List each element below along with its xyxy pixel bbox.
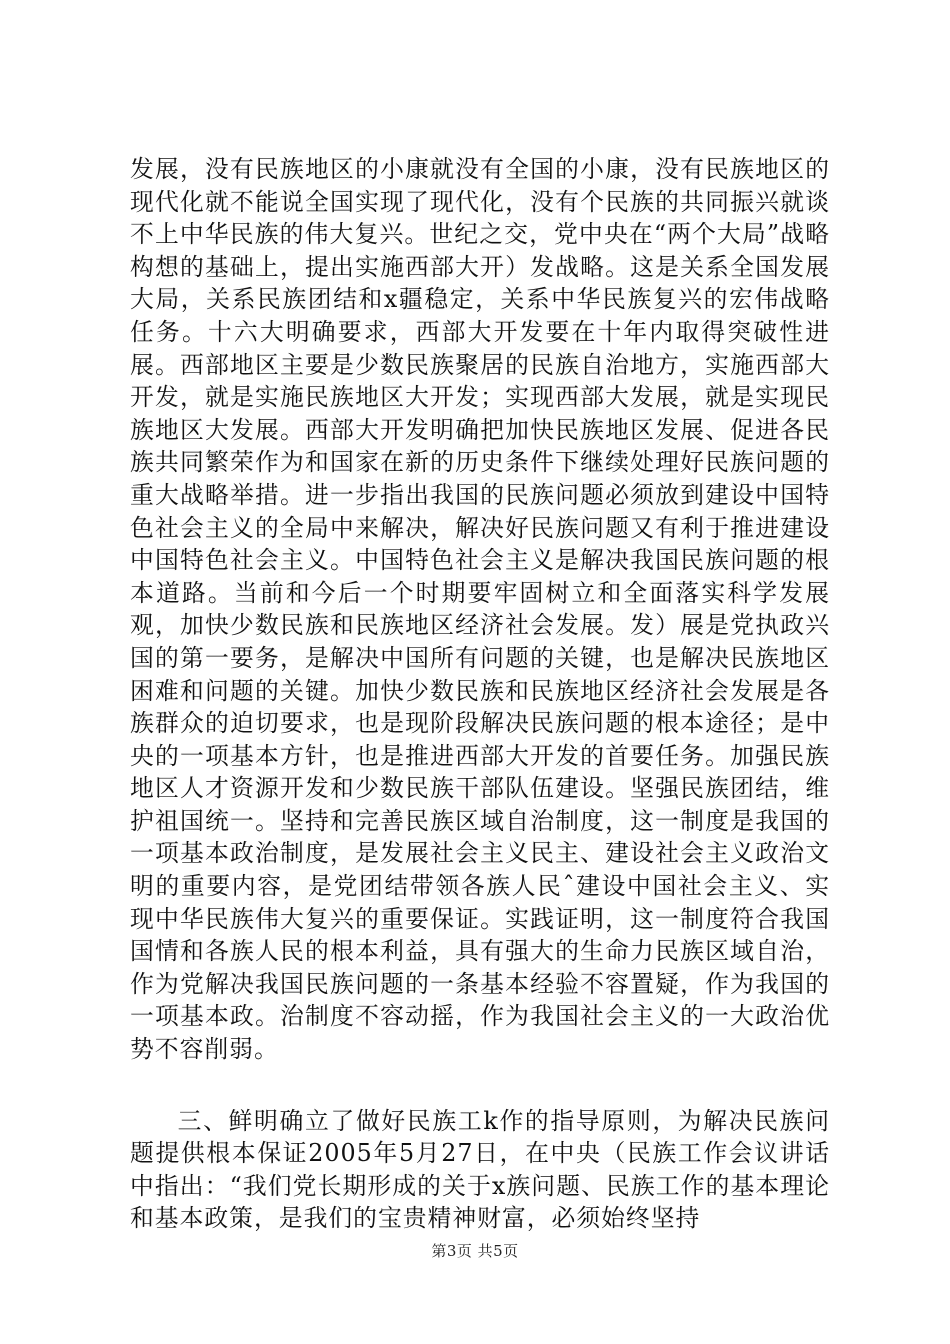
body-paragraph: 三、鲜明确立了做好民族工k作的指导原则，为解决民族问题提供根本保证2005年5月27日，在中央（民族工作会议讲话中指出：“我们党长期形成的关于x族问题、民族工作的基本理论和基本政策，是我们的宝贵精神财富，必须始终坚持 (130, 1106, 830, 1233)
page-number-footer: 第3页 共5页 (431, 1242, 519, 1260)
document-body (130, 153, 830, 1235)
body-paragraph: 发展，没有民族地区的小康就没有全国的小康，没有民族地区的现代化就不能说全国实现了现代化，没有个民族的共同振兴就谈不上中华民族的伟大复兴。世纪之交，党中央在“两个大局”战略构想的基础上，提出实施西部大开）发战略。这是关系全国发展大局，关系民族团结和x疆稳定，关系中华民族复兴的宏伟战略任务。十六大明确要求，西部大开发要在十年内取得突破性进展。西部地区主要是少数民族聚居的民族自治地方，实施西部大开发，就是实施民族地区大开发；实现西部大发展，就是实现民族地区大发展。西部大开发明确把加快民族地区发展、促进各民族共同繁荣作为和国家在新的历史条件下继续处理好民族问题的重大战略举措。进一步指出我国的民族问题必须放到建设中国特色社会主义的全局中来解决，解决好民族问题又有利于推进建设中国特色社会主义。中国特色社会主义是解决我国民族问题的根本道路。当前和今后一个时期要牢固树立和全面落实科学发展观，加快少数民族和民族地区经济社会发展。发）展是党执政兴国的第一要务，是解决中国所有问题的关键，也是解决民族地区困难和问题的关键。加快少数民族和民族地区经济社会发展是各族群众的迫切要求，也是现阶段解决民族问题的根本途径；是中央的一项基本方针，也是推进西部大开发的首要任务。加强民族地区人才资源开发和少数民族干部队伍建设。坚强民族团结，维护祖国统一。坚持和完善民族区域自治制度，这一制度是我国的一项基本政治制度，是发展社会主义民主、建设社会主义政治文明的重要内容，是党团结带领各族人民ˆ建设中国社会主义、实现中华民族伟大复兴的重要保证。实践证明，这一制度符合我国国情和各族人民的根本利益，具有强大的生命力民族区域自治，作为党解决我国民族问题的一条基本经验不容置疑，作为我国的一项基本政。治制度不容动摇，作为我国社会主义的一大政治优势不容削弱。 (130, 155, 830, 1064)
